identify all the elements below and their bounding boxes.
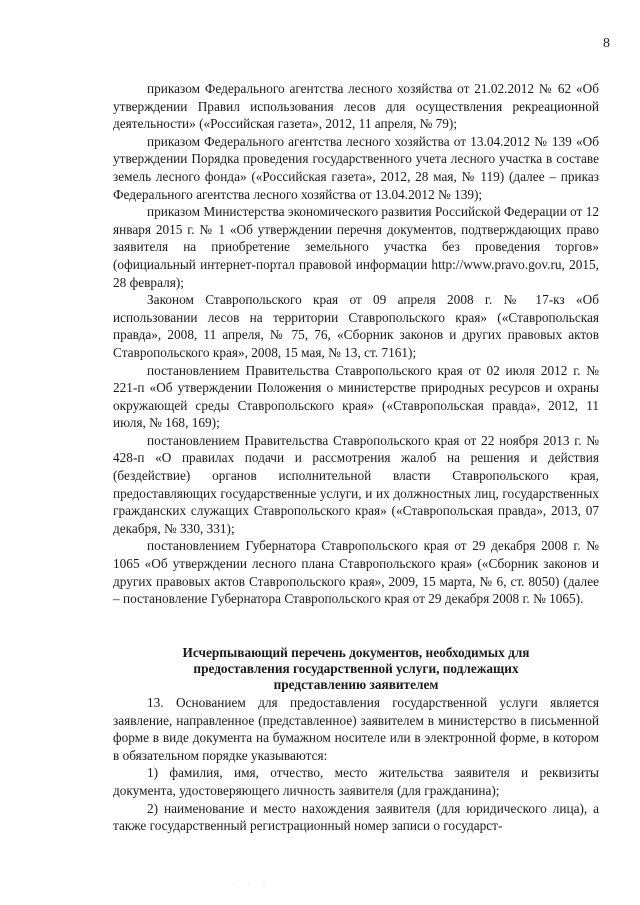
- paragraph-resolution-governor-1065: постановлением Губернатора Ставропольского края от 29 декабря 2008 г. № 1065 «Об утверждении лесного плана Ставропольского края» («Сборник законов и других правовых актов Ставропольского края», 2009, 15 марта, № 6, ст. 8050) (далее – постановление Губернатора Ставропольского края от 29 декабря 2008 г. № 1065).: [113, 538, 599, 607]
- paragraph-resolution-government-428-p: постановлением Правительства Ставропольского края от 22 ноября 2013 г. № 428-п «О правилах подачи и рассмотрения жалоб на решения и действия (бездействие) органов исполнительной власти Ставропольского края, предоставляющих государственные услуги, и их должностных лиц, государственных гражданских служащих Ставропольского края» («Ставропольская правда», 2013, 07 декабря, № 330, 331);: [113, 432, 599, 536]
- paragraph-order-rosleskhoz-62: приказом Федерального агентства лесного хозяйства от 21.02.2012 № 62 «Об утверждении Правил использования лесов для осуществления рекреационной деятельности» («Российская газета», 2012, 11 апреля, № 79);: [113, 81, 599, 132]
- paragraph-order-minekonomrazvitiya-1: приказом Министерства экономического развития Российской Федерации от 12 января 2015 г. № 1 «Об утверждении перечня документов, подтверждающих право заявителя на приобретение земельного участка без проведения торгов» (официальный интернет-портал правовой информации http://www.pravo.gov.ru, 2015, 28 февраля);: [113, 204, 599, 290]
- paragraph-subitem-2: 2) наименование и место нахождения заявителя (для юридического лица), а также государственный регистрационный номер записи о государст-: [113, 800, 599, 834]
- paragraph-resolution-government-221-p: постановлением Правительства Ставропольского края от 02 июля 2012 г. № 221-п «Об утверждении Положения о министерстве природных ресурсов и охраны окружающей среды Ставропольского края» («Ставропольская правда», 2012, 11 июля, № 168, 169);: [113, 362, 599, 431]
- paragraph-law-stavropol-17-kz: Законом Ставропольского края от 09 апреля 2008 г. № 17-кз «Об использовании лесов на территории Ставропольского края» («Ставропольская правда», 2008, 11 апреля, № 75, 76, «Сборник законов и других правовых актов Ставропольского края», 2008, 15 мая, № 13, ст. 7161);: [113, 292, 599, 360]
- legal-basis-list: [113, 80, 599, 608]
- paragraph-item-13: 13. Основанием для предоставления государственной услуги является заявление, направленное (представленное) заявителем в министерство в письменной форме в виде документа на бумажном носителе или в электронной форме, в котором в обязательном порядке указываются:: [113, 695, 599, 763]
- scan-artifact: · · ·: [232, 882, 271, 888]
- documents-list: [113, 694, 599, 835]
- page-number: 8: [603, 36, 610, 51]
- section-heading: [113, 645, 599, 693]
- paragraph-order-rosleskhoz-139: приказом Федерального агентства лесного хозяйства от 13.04.2012 № 139 «Об утверждении Порядка проведения государственного учета лесного участка в составе земель лесного фонда» («Российская газета», 2012, 28 мая, № 119) (далее – приказ Федерального агентства лесного хозяйства от 13.04.2012 № 139);: [113, 133, 599, 202]
- section-heading-line: Исчерпывающий перечень документов, необходимых для: [182, 645, 530, 660]
- paragraph-subitem-1: 1) фамилия, имя, отчество, место жительства заявителя и реквизиты документа, удостоверяющего личность заявителя (для гражданина);: [113, 765, 599, 798]
- section-heading-line: представлению заявителем: [273, 677, 439, 692]
- section-heading-line: предоставления государственной услуги, подлежащих: [193, 661, 519, 676]
